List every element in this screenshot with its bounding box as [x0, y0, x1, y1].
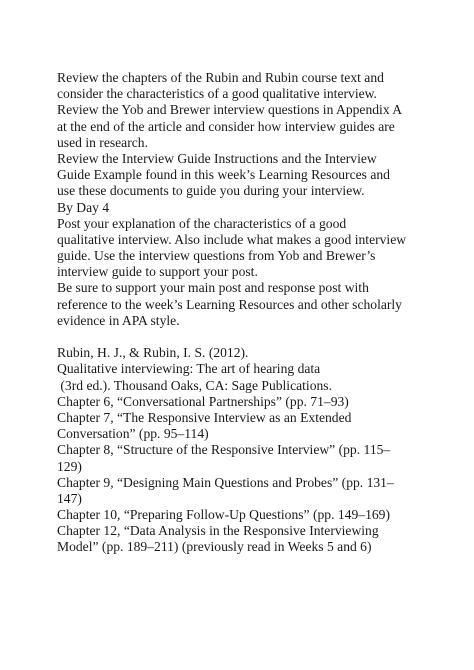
chapter-reference: Chapter 6, “Conversational Partnerships” (pp. 71–93): [57, 393, 349, 409]
text-line: used in research.: [57, 134, 148, 150]
assignment-instructions: [57, 70, 457, 329]
text-line: evidence in APA style.: [57, 312, 180, 328]
paragraph-spacer: [57, 329, 457, 345]
reference-list: [57, 345, 457, 555]
text-line: guide. Use the interview questions from Yob and Brewer’s: [57, 248, 376, 264]
text-line: interview guide to support your post.: [57, 264, 258, 280]
text-line: Post your explanation of the characteristics of a good: [57, 215, 347, 231]
text-line: reference to the week’s Learning Resources and other scholarly: [57, 296, 402, 312]
text-line: Review the Yob and Brewer interview questions in Appendix A: [57, 102, 403, 118]
document-body: [57, 70, 457, 556]
text-line: Review the chapters of the Rubin and Rubin course text and: [57, 70, 384, 85]
chapter-reference: Model” (pp. 189–211) (previously read in Weeks 5 and 6): [57, 539, 372, 555]
chapter-reference: Chapter 9, “Designing Main Questions and Probes” (pp. 131–: [57, 474, 394, 490]
section-heading-by-day-4: By Day 4: [57, 199, 110, 215]
chapter-reference: Chapter 10, “Preparing Follow-Up Questions” (pp. 149–169): [57, 507, 390, 523]
chapter-reference: 129): [57, 458, 82, 474]
reference-title: Qualitative interviewing: The art of hearing data: [57, 361, 321, 377]
chapter-reference: Chapter 8, “Structure of the Responsive Interview” (pp. 115–: [57, 442, 391, 458]
reference-citation: Rubin, H. J., & Rubin, I. S. (2012).: [57, 345, 249, 361]
text-line: Review the Interview Guide Instructions and the Interview: [57, 150, 377, 166]
text-line: qualitative interview. Also include what makes a good interview: [57, 231, 407, 247]
text-line: consider the characteristics of a good qualitative interview.: [57, 86, 377, 102]
text-line: Be sure to support your main post and response post with: [57, 280, 369, 296]
chapter-reference: Conversation” (pp. 95–114): [57, 426, 209, 442]
chapter-reference: 147): [57, 490, 82, 506]
text-line: use these documents to guide you during your interview.: [57, 183, 365, 199]
text-line: at the end of the article and consider how interview guides are: [57, 118, 395, 134]
text-line: Guide Example found in this week’s Learning Resources and: [57, 167, 390, 183]
chapter-reference: Chapter 7, “The Responsive Interview as an Extended: [57, 409, 352, 425]
reference-publisher: (3rd ed.). Thousand Oaks, CA: Sage Publications.: [57, 377, 332, 393]
chapter-reference: Chapter 12, “Data Analysis in the Responsive Interviewing: [57, 523, 379, 539]
